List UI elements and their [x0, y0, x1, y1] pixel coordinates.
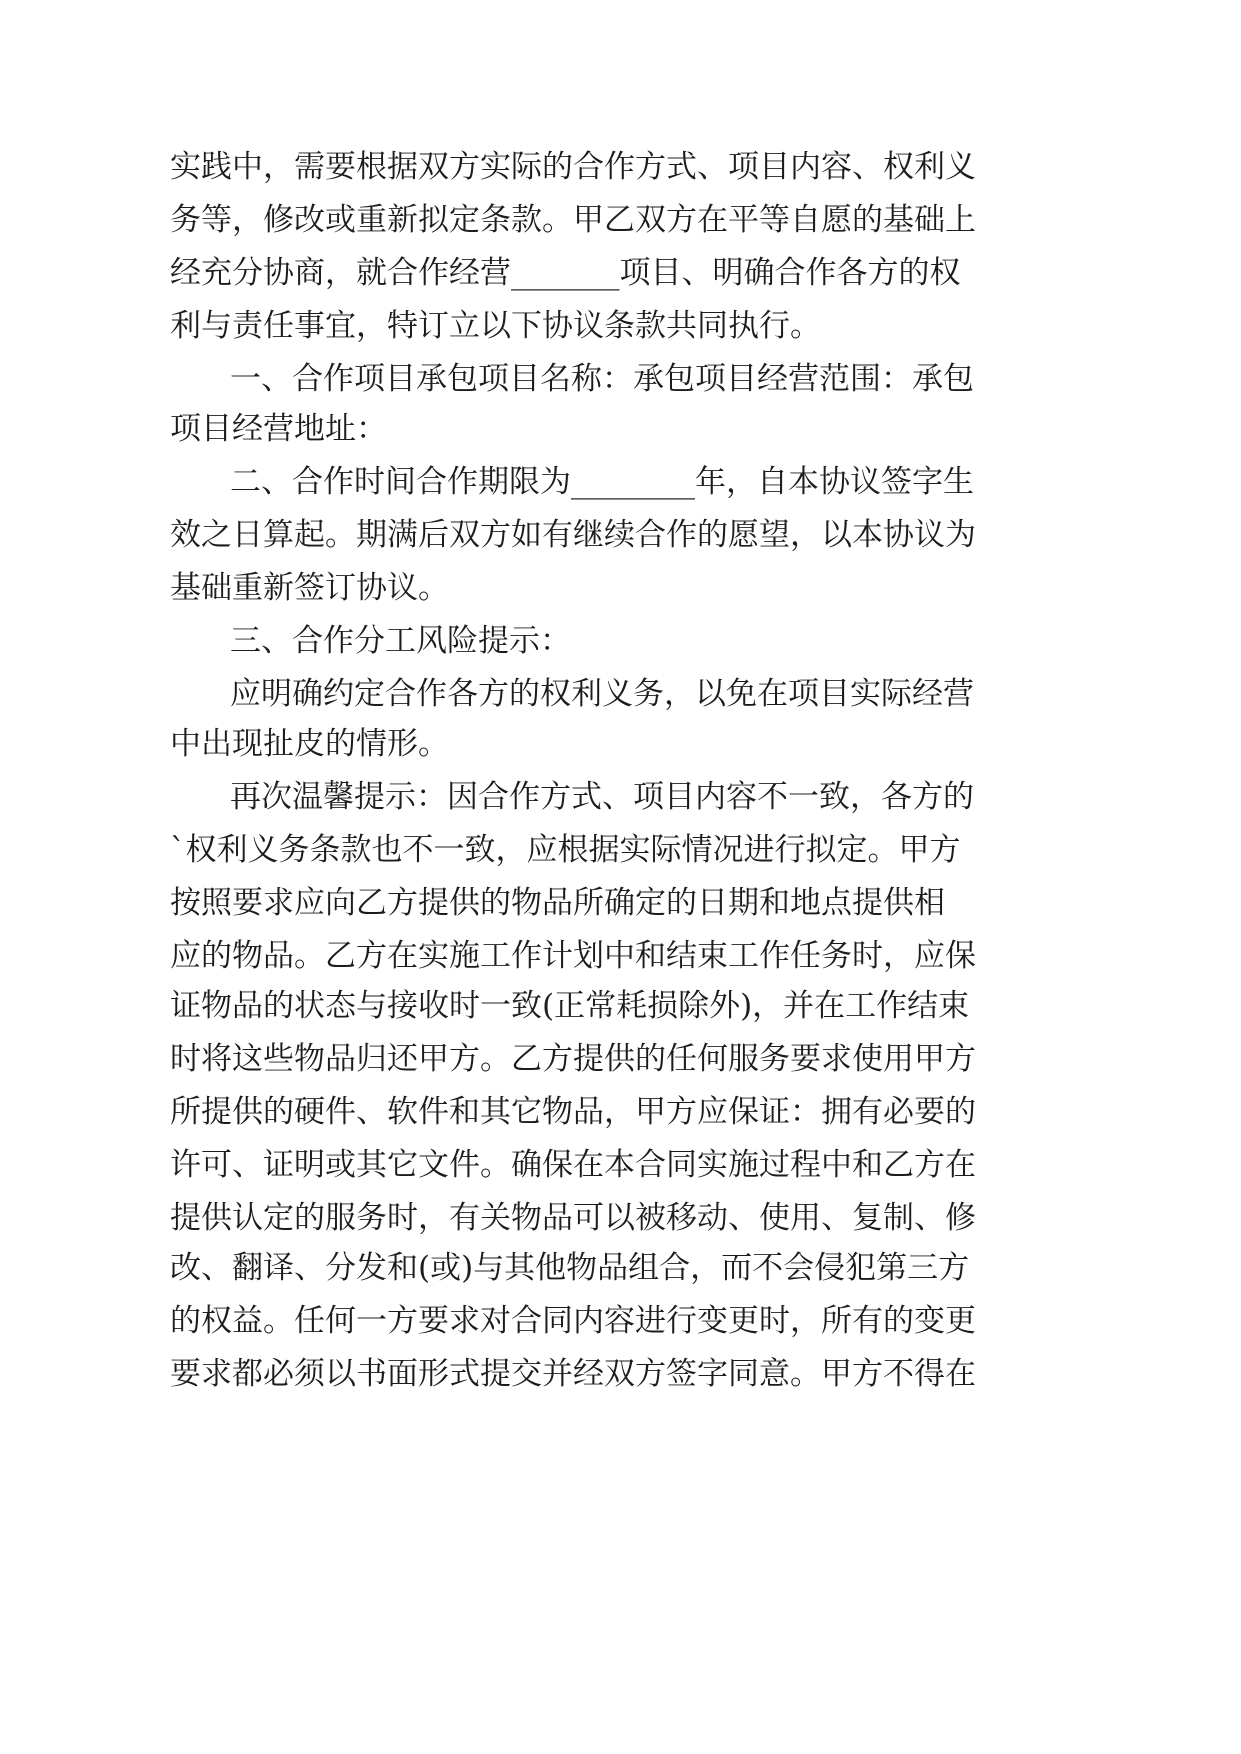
text-line: `权利义务条款也不一致，应根据实际情况进行拟定。甲方	[170, 832, 961, 868]
text-line: 实践中，需要根据双方实际的合作方式、项目内容、权利义	[170, 149, 976, 185]
text-line: 的权益。任何一方要求对合同内容进行变更时，所有的变更	[170, 1303, 976, 1339]
text-line: 时将这些物品归还甲方。乙方提供的任何服务要求使用甲方	[170, 1041, 976, 1077]
text-line: 一、合作项目承包项目名称：承包项目经营范围：承包	[230, 361, 974, 397]
text-line: 许可、证明或其它文件。确保在本合同实施过程中和乙方在	[170, 1147, 976, 1183]
text-line: 基础重新签订协议。	[170, 570, 449, 606]
text-line: 改、翻译、分发和(或)与其他物品组合，而不会侵犯第三方	[170, 1250, 970, 1286]
text-line: 按照要求应向乙方提供的物品所确定的日期和地点提供相	[170, 885, 945, 921]
text-line: 务等，修改或重新拟定条款。甲乙双方在平等自愿的基础上	[170, 202, 976, 238]
text-line: 再次温馨提示：因合作方式、项目内容不一致，各方的	[230, 779, 974, 815]
text-line: 中出现扯皮的情形。	[170, 726, 449, 762]
text-line: 提供认定的服务时，有关物品可以被移动、使用、复制、修	[170, 1200, 976, 1236]
text-line: 经充分协商，就合作经营_______项目、明确合作各方的权	[170, 255, 961, 291]
text-line: 二、合作时间合作期限为________年，自本协议签字生	[230, 464, 974, 500]
text-line: 所提供的硬件、软件和其它物品，甲方应保证：拥有必要的	[170, 1094, 976, 1130]
text-line: 证物品的状态与接收时一致(正常耗损除外)，并在工作结束	[170, 988, 970, 1024]
text-line: 应明确约定合作各方的权利义务，以免在项目实际经营	[230, 676, 974, 712]
text-line: 三、合作分工风险提示：	[230, 623, 571, 659]
text-line: 应的物品。乙方在实施工作计划中和结束工作任务时，应保	[170, 938, 976, 974]
text-line: 要求都必须以书面形式提交并经双方签字同意。甲方不得在	[170, 1356, 976, 1392]
text-line: 利与责任事宜，特订立以下协议条款共同执行。	[170, 308, 821, 344]
text-line: 项目经营地址：	[170, 411, 387, 447]
text-line: 效之日算起。期满后双方如有继续合作的愿望，以本协议为	[170, 517, 976, 553]
